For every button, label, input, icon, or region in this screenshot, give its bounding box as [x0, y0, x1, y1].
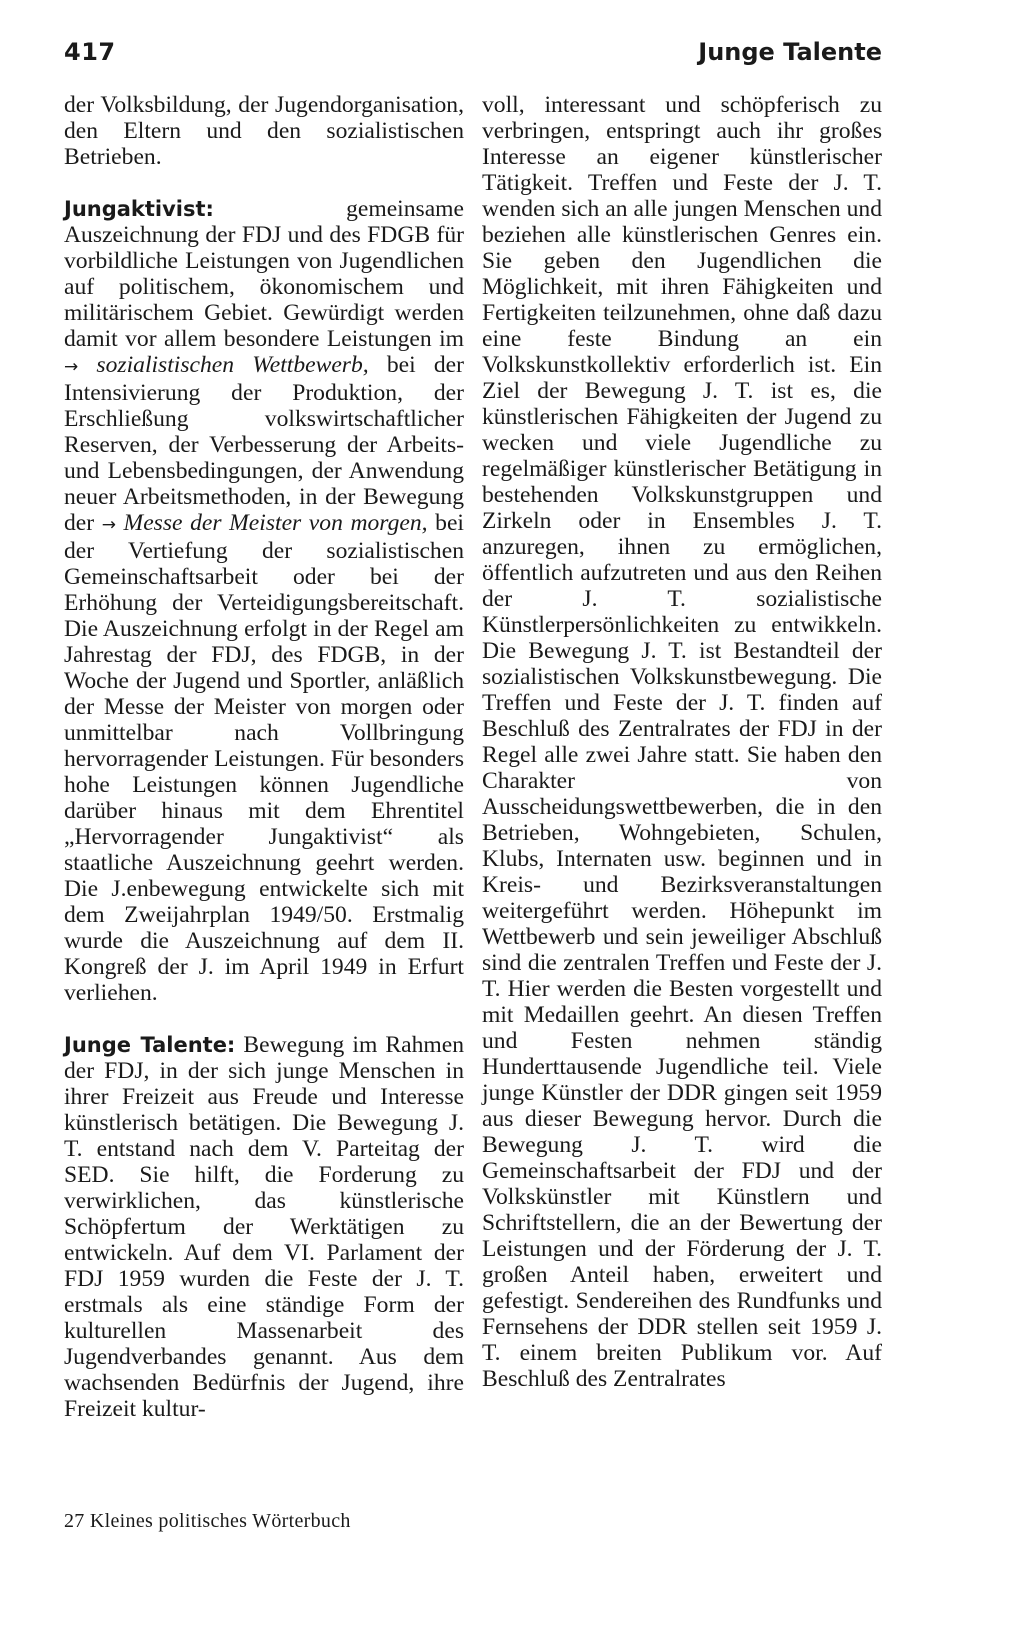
entry-text-part: bei der Vertiefung der sozialistischen Gemeinschaftsarbeit oder bei der Erhöhung der Verteidigungsbereitschaft. Die Auszeichnung erfolgt in der Regel am Jahrestag der FDJ, des FDGB, in der Woche der Jugend und Sportler, anläßlich der Messe der Meister von morgen oder unmittelbar nach Vollbringung hervorragender Leistungen. Für besonders hohe Leistungen können Jugendliche darüber hinaus mit dem Ehrentitel „Hervorragender Jungaktivist“ als staatliche Auszeichnung geehrt werden. Die J.enbewegung entwickelte sich mit dem Zweijahrplan 1949/50. Erstmalig wurde die Auszeichnung auf dem II. Kongreß der J. im April 1949 in Erfurt verliehen.: [64, 510, 464, 1006]
footer-signature: 27 Kleines politisches Wörterbuch: [64, 1510, 351, 1532]
right-column: [482, 92, 882, 1392]
page-header: [64, 38, 882, 74]
entry-continuation-junge-talente: voll, interessant und schöpferisch zu verbringen, entspringt auch ihr großes Interesse an eigener künstlerischer Tätigkeit. Treffen und Feste der J. T. wenden sich an alle jungen Menschen und beziehen alle künstlerischen Genres ein. Sie geben den Jugendlichen die Möglichkeit, mit ihren Fähigkeiten und Fertigkeiten teilzunehmen, ohne daß dazu eine feste Bindung an ein Volkskunstkollektiv erforderlich ist. Ein Ziel der Bewegung J. T. ist es, die künstlerischen Fähigkeiten der Jugend zu wecken und viele Jugendliche zu regelmäßiger künstlerischer Betätigung in bestehenden Volkskunstgruppen und Zirkeln oder in Ensembles J. T. anzuregen, ihnen zu ermöglichen, öffentlich aufzutreten und aus den Reihen der J. T. sozialistische Künstlerpersönlichkeiten zu entwikkeln. Die Bewegung J. T. ist Bestandteil der sozialistischen Volkskunstbewegung. Die Treffen und Feste der J. T. finden auf Beschluß des Zentralrates der FDJ in der Regel alle zwei Jahre statt. Sie haben den Charakter von Ausscheidungswettbewerben, die in den Betrieben, Wohngebieten, Schulen, Klubs, Internaten usw. beginnen und in Kreis- und Bezirksveranstaltungen weitergeführt werden. Höhepunkt im Wettbewerb und sein jeweiliger Abschluß sind die zentralen Treffen und Feste der J. T. Hier werden die Besten vorgestellt und mit Medaillen geehrt. An diesen Treffen und Festen nehmen ständig Hunderttausende Jugendliche teil. Viele junge Künstler der DDR gingen seit 1959 aus dieser Bewegung hervor. Durch die Bewegung J. T. wird die Gemeinschaftsarbeit der FDJ und der Volkskünstler mit Künstlern und Schriftstellern, die an der Bewertung der Leistungen und der Förderung der J. T. großen Anteil haben, erweitert und gefestigt. Sendereihen des Rundfunks und Fernsehens der DDR stellen seit 1959 J. T. einem breiten Publikum vor. Auf Beschluß des Zentralrates: [482, 92, 882, 1392]
entry-text-part: Bewegung im Rahmen der FDJ, in der sich junge Menschen in ihrer Freizeit aus Freude und Interesse künstlerisch betätigen. Die Bewegung J. T. entstand nach dem V. Parteitag der SED. Sie hilft, die Forderung zu verwirklichen, das künstlerische Schöpfertum der Werktätigen zu entwickeln. Auf dem VI. Parlament der FDJ 1959 wurden die Feste der J. T. erstmals als eine ständige Form der kulturellen Massenarbeit des Jugendverbandes genannt. Aus dem wachsenden Bedürfnis der Jugend, ihre Freizeit kultur-: [64, 1032, 464, 1422]
running-head: Junge Talente: [698, 38, 882, 66]
entry-text-part: gemeinsame Auszeichnung der FDJ und des FDGB für vorbildliche Leistungen von Jugendlichen auf politischem, ökonomischem und militärischem Gebiet. Gewürdigt werden damit vor allem besondere Leistungen im: [64, 196, 464, 352]
left-column: [64, 92, 464, 1422]
cross-reference-arrow-icon: →: [64, 357, 79, 377]
continuation-paragraph: der Volksbildung, der Jugendorganisation, den Eltern und den sozialistischen Betrieben.: [64, 92, 464, 170]
entry-term-junge-talente: Junge Talente:: [64, 1033, 236, 1057]
entry-junge-talente: [64, 1032, 464, 1422]
cross-reference-link[interactable]: sozialistischen Wettbewerb,: [78, 352, 369, 378]
page-number: 417: [64, 38, 116, 66]
entry-jungaktivist: [64, 196, 464, 1006]
cross-reference-link[interactable]: Messe der Meister von morgen,: [115, 510, 428, 536]
entry-text-part: bei der Intensivierung der Produktion, der Erschließung volkswirtschaftlicher Reserven, der Verbesserung der Arbeits- und Lebensbedingungen, der Anwendung neuer Arbeitsmethoden, in der Bewegung der: [64, 352, 465, 536]
cross-reference-arrow-icon: →: [101, 515, 116, 535]
entry-term-jungaktivist: Jungaktivist:: [64, 197, 214, 221]
